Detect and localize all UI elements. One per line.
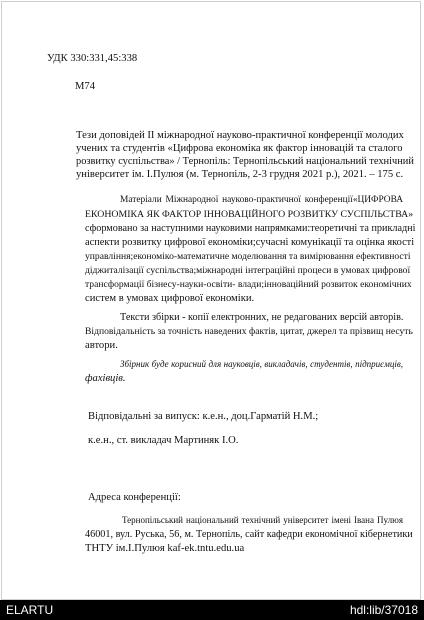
repository-footer-bar [0,600,424,620]
abstract-line: учених та студентів «Цифрова економіка як фактор інновацій та сталого [76,143,403,154]
disclaimer-line: автори. [85,340,118,351]
disclaimer-line: Відповідальність за точність наведених фактів, цитат, джерел та прізвищ несуть [85,326,413,337]
materials-line: аспекти розвитку цифрової економіки;сучасні комунікації та оцінка якості [85,237,415,248]
audience-line: фахівців. [85,373,126,384]
repository-name: ELARTU [6,603,54,617]
materials-line: сформовано за наступними науковими напрямками:теоретичні та прикладні [85,223,416,234]
abstract-line: розвитку суспільства» / Тернопіль: Тернопільський національний технічний [76,156,414,167]
responsible-line: к.е.н., ст. викладач Мартиняк І.О. [88,435,239,446]
materials-line: управління;економіко-математичне моделювання та вимірювання ефективності [85,251,411,262]
catalog-code: М74 [75,81,96,92]
handle-id: hdl:lib/37018 [349,603,418,617]
udk-code: УДК 330:331,45:338 [47,53,138,64]
address-line: 46001, вул. Руська, 56, м. Тернопіль, сайт кафедри економічної кібернетики [85,529,413,540]
address-line: Тернопільський національний технічний університет імені Івана Пулюя [122,515,403,525]
audience-line: Збірник буде корисний для науковців, викладачів, студентів, підприємців, [120,359,403,369]
materials-line: ЕКОНОМІКА ЯК ФАКТОР ІННОВАЦІЙНОГО РОЗВИТКУ СУСПІЛЬСТВА» [85,209,414,220]
abstract-line: університет ім. І.Пулюя (м. Тернопіль, 2-3 грудня 2021 р.), 2021. – 175 с. [76,169,404,180]
materials-line: діджиталізації суспільства;міжнародні інтеграційні процеси в умовах цифрової [85,265,411,276]
address-heading: Адреса конференції: [88,492,181,503]
disclaimer-line: Тексти збірки - копії електронних, не редагованих версій авторів. [120,312,404,323]
materials-line: Матеріали Міжнародної науково-практичної конференції«ЦИФРОВА [120,195,403,205]
address-line: ТНТУ ім.І.Пулюя kaf-ek.tntu.edu.ua [85,543,245,554]
abstract-line: Тези доповідей ІІ міжнародної науково-практичної конференції молодих [76,130,404,141]
materials-line: трансформації бізнесу-науки-освіти- влади;інноваційний розвиток економічних [85,279,412,290]
materials-line: систем в умовах цифрової економіки. [85,293,255,304]
responsible-line: Відповідальні за випуск: к.е.н., доц.Гарматій Н.М.; [88,411,319,422]
